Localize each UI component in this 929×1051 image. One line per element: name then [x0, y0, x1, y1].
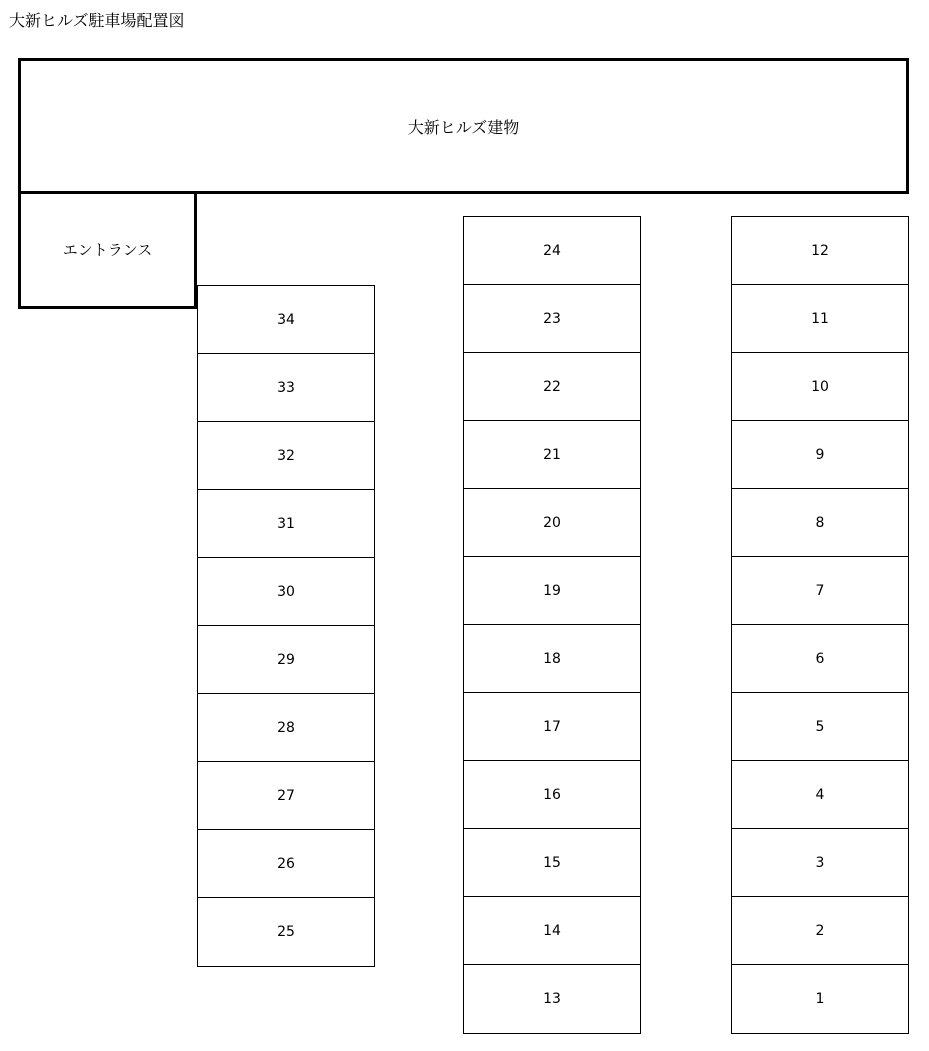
parking-space[interactable]: 26: [198, 830, 374, 898]
parking-space[interactable]: 1: [815, 991, 825, 1007]
parking-space[interactable]: 12: [732, 217, 908, 285]
parking-space[interactable]: 29: [198, 626, 374, 694]
parking-space[interactable]: 11: [732, 285, 908, 353]
parking-space[interactable]: 5: [732, 693, 908, 761]
parking-space[interactable]: 6: [732, 625, 908, 693]
parking-space[interactable]: 4: [732, 761, 908, 829]
parking-space[interactable]: 32: [198, 422, 374, 490]
parking-space[interactable]: 24: [464, 217, 640, 285]
parking-space[interactable]: 18: [464, 625, 640, 693]
parking-space[interactable]: 2: [732, 897, 908, 965]
parking-space[interactable]: 21: [464, 421, 640, 489]
parking-space[interactable]: 3: [732, 829, 908, 897]
parking-space[interactable]: 10: [732, 353, 908, 421]
parking-space[interactable]: 16: [464, 761, 640, 829]
building-label: 大新ヒルズ建物: [407, 117, 520, 137]
parking-space[interactable]: 31: [198, 490, 374, 558]
parking-space[interactable]: 25: [277, 924, 295, 940]
building-block: [18, 58, 909, 194]
page-title: 大新ヒルズ駐車場配置図: [9, 11, 185, 30]
parking-space[interactable]: 14: [464, 897, 640, 965]
parking-column-right: [731, 216, 909, 1034]
parking-column-left: [197, 285, 375, 967]
parking-space[interactable]: 15: [464, 829, 640, 897]
parking-space[interactable]: 30: [198, 558, 374, 626]
parking-space[interactable]: 28: [198, 694, 374, 762]
parking-space[interactable]: 17: [464, 693, 640, 761]
parking-space[interactable]: 27: [198, 762, 374, 830]
parking-space[interactable]: 34: [198, 286, 374, 354]
parking-column-middle: [463, 216, 641, 1034]
parking-space[interactable]: 13: [543, 991, 561, 1007]
parking-space[interactable]: 22: [464, 353, 640, 421]
parking-space[interactable]: 19: [464, 557, 640, 625]
entrance-block: [18, 192, 197, 309]
parking-space[interactable]: 33: [198, 354, 374, 422]
entrance-label: エントランス: [62, 240, 153, 259]
parking-space[interactable]: 7: [732, 557, 908, 625]
parking-space[interactable]: 23: [464, 285, 640, 353]
parking-space[interactable]: 9: [732, 421, 908, 489]
parking-space[interactable]: 8: [732, 489, 908, 557]
parking-space[interactable]: 20: [464, 489, 640, 557]
